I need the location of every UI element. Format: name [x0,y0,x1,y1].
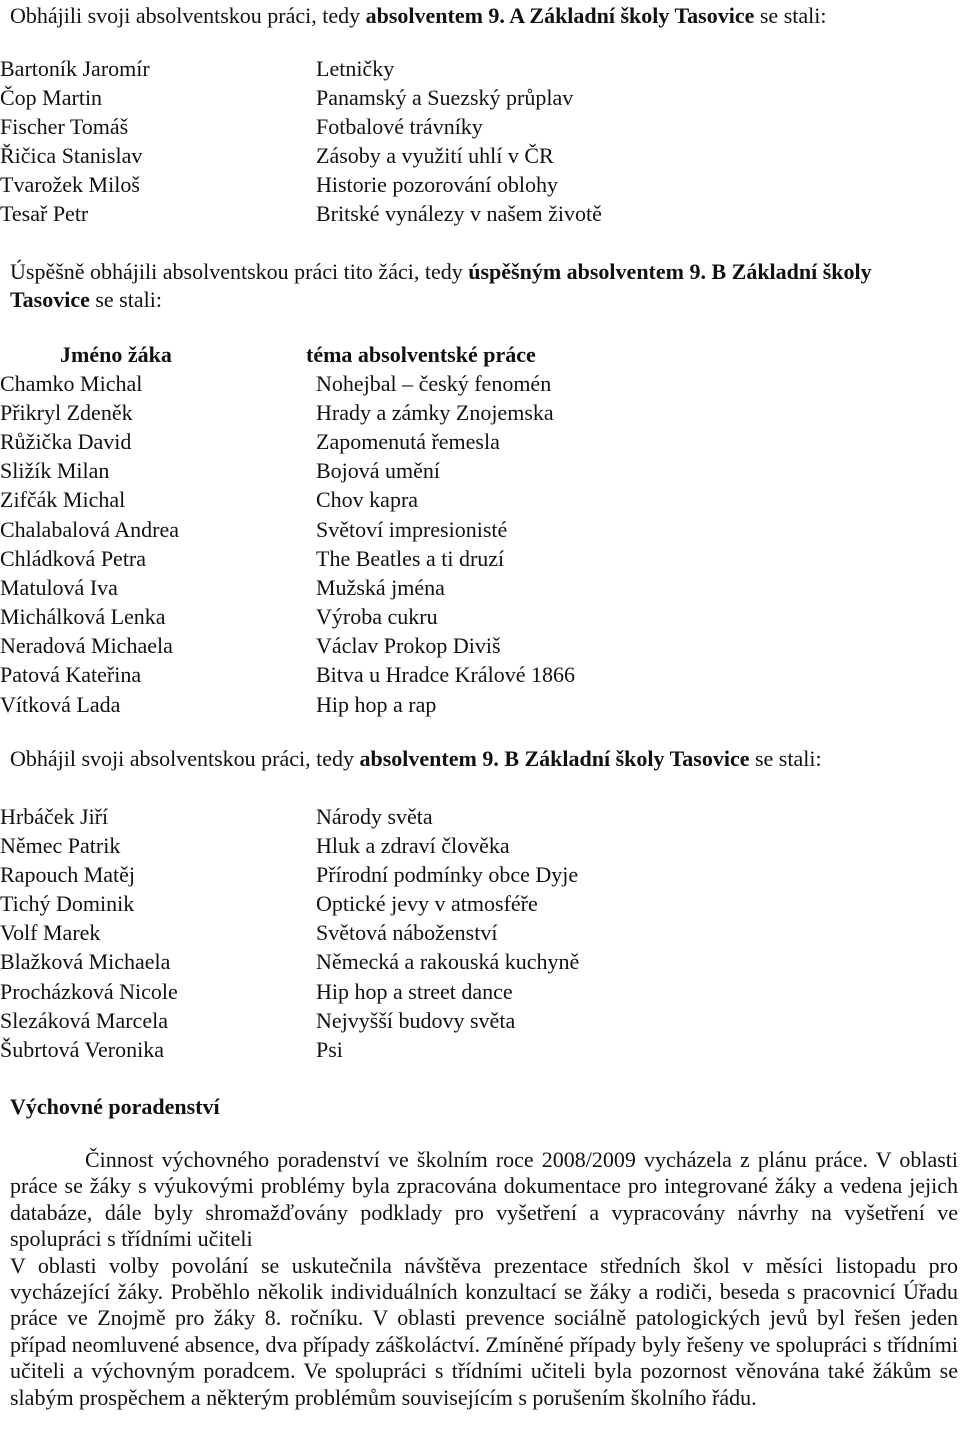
student-name: Matulová Iva [0,575,118,600]
thesis-topic: Světová náboženství [316,920,498,945]
student-name: Zifčák Michal [0,487,126,512]
section2-intro-line1 [10,259,872,285]
thesis-topic: Hrady a zámky Znojemska [316,400,554,425]
table-row [0,977,960,1006]
student-name: Michálková Lenka [0,604,166,629]
student-name: Fischer Tomáš [0,114,129,139]
table-row [0,112,960,141]
student-name: Procházková Nicole [0,979,178,1004]
table-row [0,889,960,918]
student-name: Chamko Michal [0,371,143,396]
table-row [0,54,960,83]
section1-intro-pre: Obhájili svoji absolventskou práci, tedy [10,3,366,28]
table-row [0,918,960,947]
table-row [0,485,960,514]
thesis-topic: Václav Prokop Diviš [316,633,501,658]
thesis-topic: Letničky [316,56,395,81]
table-header [0,340,960,369]
table-row [0,631,960,660]
table-row [0,369,960,398]
table-row [0,544,960,573]
thesis-topic: Hip hop a street dance [316,979,513,1004]
counseling-paragraph-1: Činnost výchovného poradenství ve školním roce 2008/2009 vycházela z plánu práce. V oblasti práce se žáky s výukovými problémy byla zpracována dokumentace pro integrované žáky a vedena jejich databáze, dále byly shromažďovány podklady pro vyšetření a vypracovány návrhy na vyšetření ve spolupráci s třídními učiteli [10,1147,958,1252]
table-row [0,515,960,544]
student-name: Rapouch Matěj [0,862,136,887]
table-row [0,660,960,689]
thesis-topic: Přírodní podmínky obce Dyje [316,862,579,887]
thesis-topic: Německá a rakouská kuchyně [316,949,580,974]
thesis-topic: The Beatles a ti druzí [316,546,505,571]
header-thesis-topic: téma absolventské práce [306,342,536,367]
table-row [0,456,960,485]
student-name: Vítková Lada [0,692,121,717]
thesis-topic: Fotbalové trávníky [316,114,483,139]
header-student-name: Jméno žáka [60,342,172,367]
thesis-topic: Hluk a zdraví člověka [316,833,510,858]
section2-intro-bold2: Tasovice [10,287,90,312]
student-name: Tesař Petr [0,201,89,226]
thesis-topic: Britské vynálezy v našem životě [316,201,602,226]
table-row [0,170,960,199]
table-row [0,860,960,889]
student-name: Bartoník Jaromír [0,56,150,81]
student-name: Slezáková Marcela [0,1008,168,1033]
student-name: Sližík Milan [0,458,110,483]
student-name: Růžička David [0,429,132,454]
thesis-topic: Nohejbal – český fenomén [316,371,552,396]
table-row [0,83,960,112]
section3-intro [10,746,822,772]
table-row [0,427,960,456]
counseling-paragraph-2: V oblasti volby povolání se uskutečnila návštěva prezentace středních škol v měsíci listopadu pro vycházející žáky. Proběhlo několik individuálních konzultací se žáky a rodiči, beseda s pracovnicí Úřadu práce ve Znojmě pro žáky 8. ročníku. V oblasti prevence sociálně patologických jevů byl řešen jeden případ neomluvené absence, dva případy záškoláctví. Zmíněné případy byly řešeny ve spolupráci s třídními učiteli a výchovným poradcem. Ve spolupráci s třídními učiteli byla pozornost věnována také žákům se slabým prospěchem a některým problémům souvisejícím s porušením školního řádu. [10,1252,958,1410]
thesis-topic: Zapomenutá řemesla [316,429,500,454]
table-row [0,1035,960,1064]
table-row [0,947,960,976]
thesis-topic: Psi [316,1037,343,1062]
section2-intro-post: se stali: [89,287,162,312]
student-name: Volf Marek [0,920,101,945]
table-row [0,1006,960,1035]
table-row [0,573,960,602]
section3-intro-post: se stali: [749,746,822,771]
student-name: Patová Kateřina [0,662,142,687]
section2-intro-bold1: úspěšným absolventem 9. B Základní školy [468,259,872,284]
section2-intro-pre: Úspěšně obhájili absolventskou práci tito žáci, tedy [10,259,469,284]
thesis-topic: Historie pozorování oblohy [316,172,558,197]
counseling-text [10,1147,958,1411]
section1-intro-post: se stali: [754,3,827,28]
student-name: Neradová Michaela [0,633,173,658]
thesis-topic: Bojová umění [316,458,441,483]
section1-intro [10,3,826,29]
student-name: Tvarožek Miloš [0,172,140,197]
student-name: Šubrtová Veronika [0,1037,164,1062]
thesis-topic: Hip hop a rap [316,692,437,717]
thesis-topic: Národy světa [316,804,433,829]
table-row [0,199,960,228]
student-name: Chalabalová Andrea [0,517,179,542]
table-row [0,802,960,831]
section3-intro-bold1: absolventem 9. B Základní školy Tasovice [359,746,750,771]
thesis-topic: Nejvyšší budovy světa [316,1008,516,1033]
table-row [0,141,960,170]
section2-intro-line2 [10,287,162,313]
table-row [0,690,960,719]
section3-intro-pre: Obhájil svoji absolventskou práci, tedy [10,746,360,771]
thesis-topic: Panamský a Suezský průplav [316,85,574,110]
student-name: Blažková Michaela [0,949,171,974]
student-name: Tichý Dominik [0,891,135,916]
thesis-topic: Zásoby a využití uhlí v ČR [316,143,554,168]
student-name: Přikryl Zdeněk [0,400,133,425]
thesis-topic: Bitva u Hradce Králové 1866 [316,662,576,687]
table-row [0,398,960,427]
student-name: Řičica Stanislav [0,143,143,168]
thesis-topic: Světoví impresionisté [316,517,508,542]
student-name: Čop Martin [0,85,103,110]
thesis-topic: Chov kapra [316,487,419,512]
counseling-heading: Výchovné poradenství [10,1094,220,1119]
table-row [0,602,960,631]
table-row [0,831,960,860]
thesis-topic: Optické jevy v atmosféře [316,891,538,916]
thesis-topic: Výroba cukru [316,604,438,629]
student-name: Chládková Petra [0,546,147,571]
student-name: Němec Patrik [0,833,121,858]
student-name: Hrbáček Jiří [0,804,109,829]
section1-intro-bold: absolventem 9. A Základní školy Tasovice [365,3,755,28]
thesis-topic: Mužská jména [316,575,445,600]
